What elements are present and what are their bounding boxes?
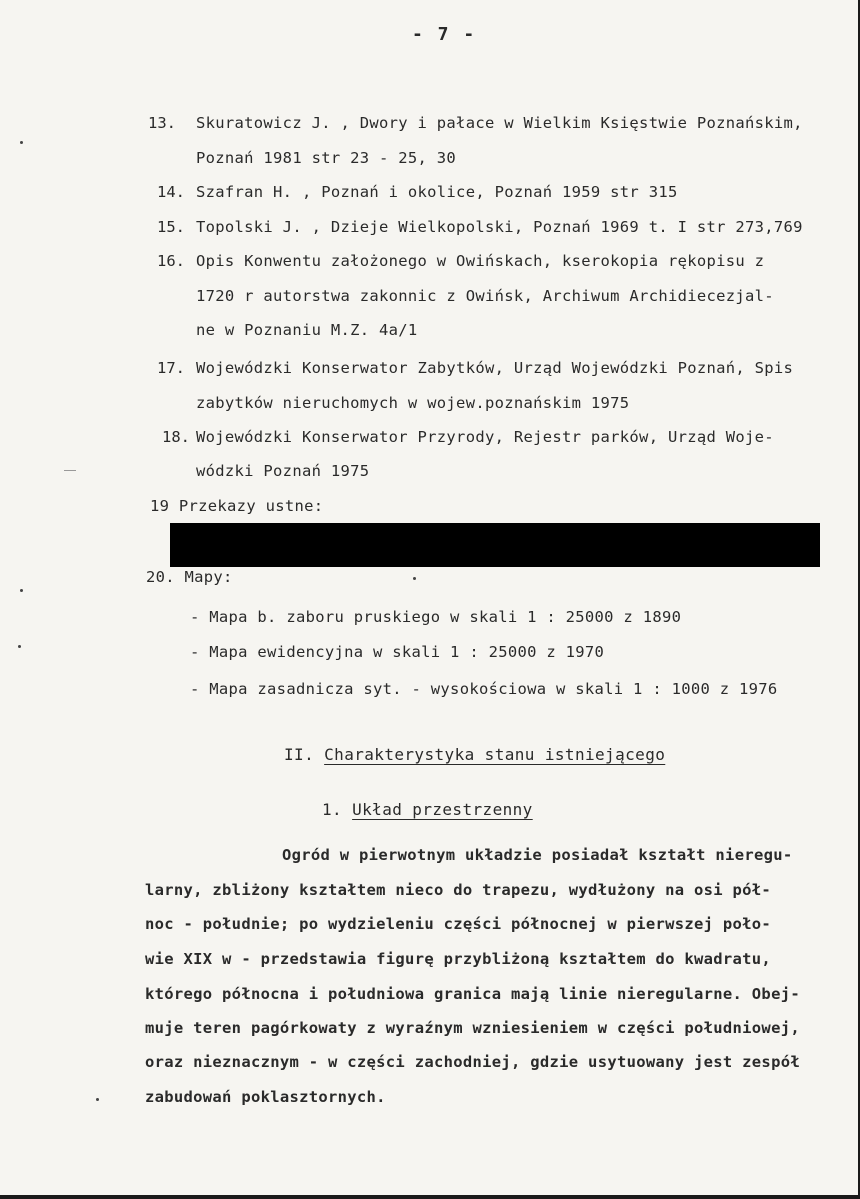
body-line-2: larny, zbliżony kształtem nieco do trapezu, wydłużony na osi pół-	[145, 881, 772, 899]
redaction-bar	[170, 523, 820, 567]
ref-13-line-2: Poznań 1981 str 23 - 25, 30	[196, 149, 457, 167]
scan-speck	[20, 589, 23, 592]
scan-speck	[18, 645, 21, 648]
ref-15-number: 15.	[157, 218, 185, 236]
ref-14-line-1: Szafran H. , Poznań i okolice, Poznań 1959 str 315	[196, 183, 678, 201]
ref-15-line-1: Topolski J. , Dzieje Wielkopolski, Poznań 1969 t. I str 273,769	[196, 218, 803, 236]
ref-17-line-1: Wojewódzki Konserwator Zabytków, Urząd Wojewódzki Poznań, Spis	[196, 359, 794, 377]
page-number: - 7 -	[412, 24, 477, 45]
map-item-1: - Mapa b. zaboru pruskiego w skali 1 : 25000 z 1890	[190, 608, 682, 626]
page-edge-bottom	[0, 1195, 860, 1199]
scan-speck	[413, 577, 416, 580]
map-item-2: - Mapa ewidencyjna w skali 1 : 25000 z 1970	[190, 643, 605, 661]
ref-17-line-2: zabytków nieruchomych w wojew.poznańskim 1975	[196, 394, 630, 412]
section-number: II.	[284, 745, 325, 764]
ref-16-line-1: Opis Konwentu założonego w Owińskach, kserokopia rękopisu z	[196, 252, 765, 270]
ref-17-number: 17.	[157, 359, 185, 377]
body-line-4: wie XIX w - przedstawia figurę przybliżoną kształtem do kwadratu,	[145, 950, 772, 968]
section-title: Charakterystyka stanu istniejącego	[324, 745, 666, 764]
ref-14-number: 14.	[157, 183, 185, 201]
ref-19: 19 Przekazy ustne:	[150, 497, 324, 515]
scan-speck	[96, 1098, 99, 1101]
ref-18-number: 18.	[162, 428, 190, 446]
ref-13-line-1: Skuratowicz J. , Dwory i pałace w Wielkim Księstwie Poznańskim,	[196, 114, 803, 132]
body-line-8: zabudowań poklasztornych.	[145, 1088, 386, 1106]
body-line-1: Ogród w pierwotnym układzie posiadał kształt nieregu-	[282, 846, 793, 864]
ref-16-number: 16.	[157, 252, 185, 270]
body-line-6: muje teren pagórkowaty z wyraźnym wzniesieniem w części południowej,	[145, 1019, 800, 1037]
body-line-7: oraz nieznacznym - w części zachodniej, gdzie usytuowany jest zespół	[145, 1053, 800, 1071]
ref-18-line-2: wódzki Poznań 1975	[196, 462, 370, 480]
section-heading	[284, 745, 665, 764]
subsection-title: Układ przestrzenny	[352, 800, 533, 819]
ref-18-line-1: Wojewódzki Konserwator Przyrody, Rejestr parków, Urząd Woje-	[196, 428, 774, 446]
ref-16-line-2: 1720 r autorstwa zakonnic z Owińsk, Archiwum Archidiecezjal-	[196, 287, 774, 305]
scan-mark	[64, 470, 76, 471]
map-item-3: - Mapa zasadnicza syt. - wysokościowa w skali 1 : 1000 z 1976	[190, 680, 778, 698]
body-line-5: którego północna i południowa granica mają linie nieregularne. Obej-	[145, 985, 800, 1003]
subsection-heading	[322, 800, 533, 819]
ref-20-label: 20. Mapy:	[146, 568, 233, 586]
body-line-3: noc - południe; po wydzieleniu części północnej w pierwszej poło-	[145, 915, 772, 933]
scan-speck	[20, 141, 23, 144]
subsection-number: 1.	[322, 800, 353, 819]
ref-16-line-3: ne w Poznaniu M.Z. 4a/1	[196, 321, 418, 339]
ref-13-number: 13.	[148, 114, 176, 132]
